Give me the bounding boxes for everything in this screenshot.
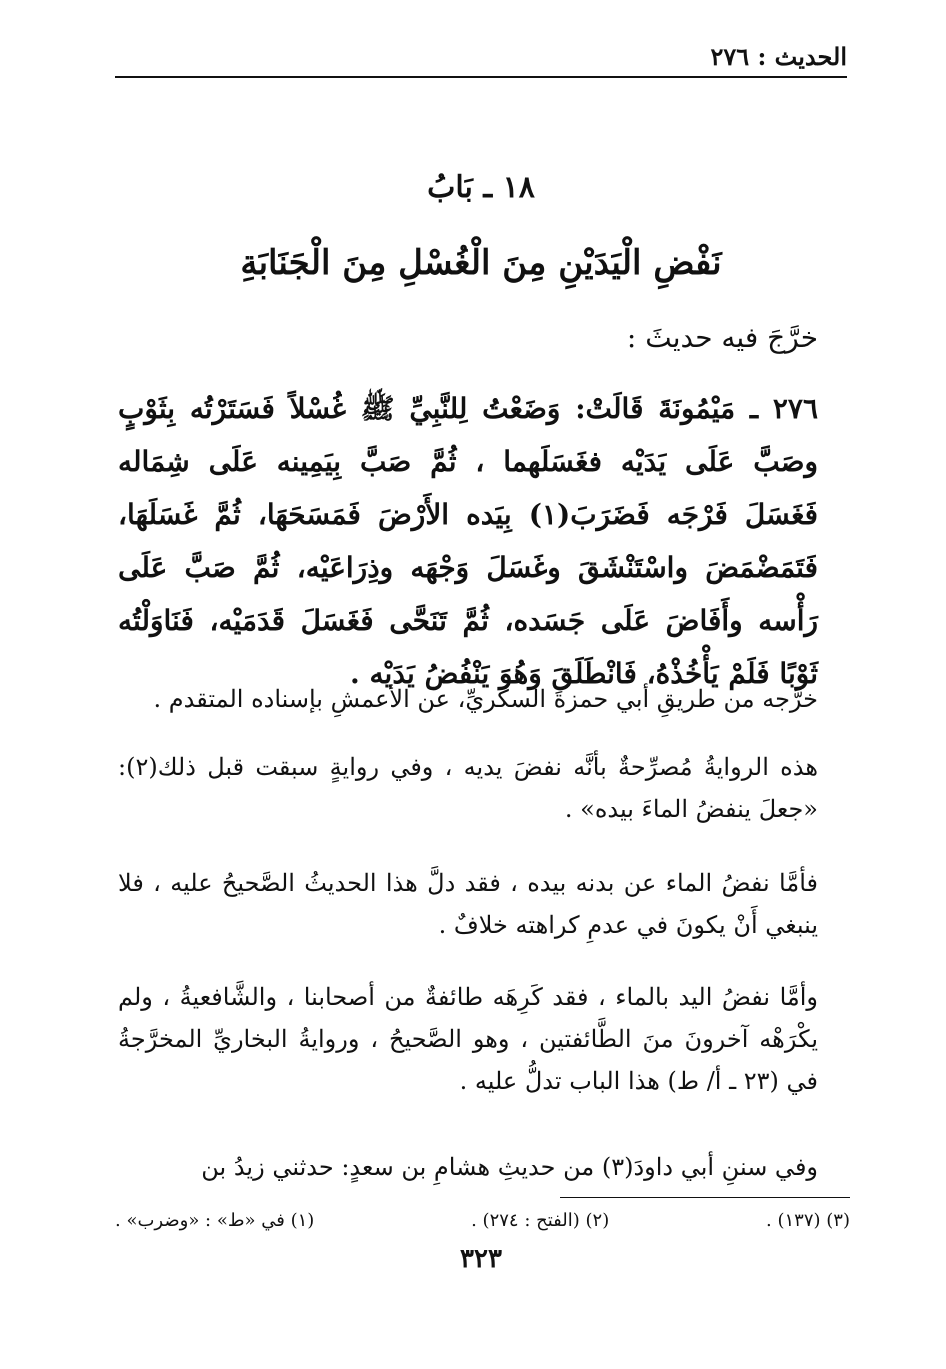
footnotes bbox=[115, 1208, 850, 1234]
intro-line: خرَّجَ فيه حديثَ : bbox=[626, 321, 818, 354]
header-divider bbox=[115, 76, 847, 78]
commentary-paragraph-4: وأمَّا نفضُ اليد بالماء ، فقد كَرِهَه طائفةٌ من أصحابنا ، والشَّافعيةُ ، ولم يكْرَهْه آخرونَ منَ الطَّائفتين ، وهو الصَّحيحُ ، وروايةُ البخاريِّ المخرَّجةُ في (٢٣ ـ أ/ ط) هذا الباب تدلُّ عليه . bbox=[118, 983, 818, 1095]
commentary-paragraph-2: هذه الروايةُ مُصرِّحةٌ بأنَّه نفضَ يديه ، وفي روايةٍ سبقت قبل ذلك(٢): «جعلَ ينفضُ الماءَ بيده» . bbox=[118, 753, 818, 823]
footnote-1: (١) في «ط» : «وضرب» . bbox=[115, 1210, 315, 1231]
footnote-3: (٣) (١٣٧) . bbox=[766, 1210, 850, 1231]
chapter-title: نَفْضِ الْيَدَيْنِ مِنَ الْغُسْلِ مِنَ الْجَنَابَةِ bbox=[240, 243, 722, 283]
footnote-divider bbox=[560, 1197, 850, 1198]
commentary-paragraph-3: فأمَّا نفضُ الماء عن بدنه بيده ، فقد دلَّ هذا الحديثُ الصَّحيحُ عليه ، فلا ينبغي أَنْ يكونَ في عدمِ كراهته خلافٌ . bbox=[118, 869, 818, 939]
commentary-paragraph-1: خرَّجه من طريقِ أبي حمزةَ السكريِّ، عن الأعمشِ بإسناده المتقدم . bbox=[153, 685, 818, 713]
commentary-paragraph-5: وفي سننِ أبي داودَ(٣) من حديثِ هشامِ بن سعدٍ: حدثني زيدُ بن bbox=[201, 1153, 818, 1181]
chapter-number: ١٨ ـ بَابُ bbox=[427, 170, 535, 205]
hadith-text: ٢٧٦ ـ مَيْمُونَةَ قَالَتْ: وَضَعْتُ لِلنَّبِيِّ ﷺ غُسْلاً فَسَتَرْتُه بِثَوْبٍ وصَبَّ عَلَى يَدَيْه فغَسَلَهما ، ثُمَّ صَبَّ بِيَمِينه عَلَى شِمَاله فَغَسَلَ فَرْجَه فَضَرَبَ(١) بِيَده الأَرْضَ فَمَسَحَهَا، ثُمَّ غَسَلَهَا، فَتَمَضْمَضَ واسْتَنْشَقَ وغَسَلَ وَجْهَه وذِرَاعَيْه، ثُمَّ صَبَّ عَلَى رَأْسه وأَفَاضَ عَلَى جَسَده، ثُمَّ تَنَحَّى فَغَسَلَ قَدَمَيْه، فَنَاوَلْتُه ثَوْبًا فَلَمْ يَأْخُذْهُ، فَانْطَلَقَ وَهُوَ يَنْفُضُ يَدَيْه . bbox=[118, 392, 818, 690]
footnote-2: (٢) (الفتح : ٢٧٤) . bbox=[471, 1210, 610, 1231]
page-number: ٣٢٣ bbox=[460, 1244, 502, 1274]
running-header: الحديث : ٢٧٦ bbox=[710, 42, 847, 71]
